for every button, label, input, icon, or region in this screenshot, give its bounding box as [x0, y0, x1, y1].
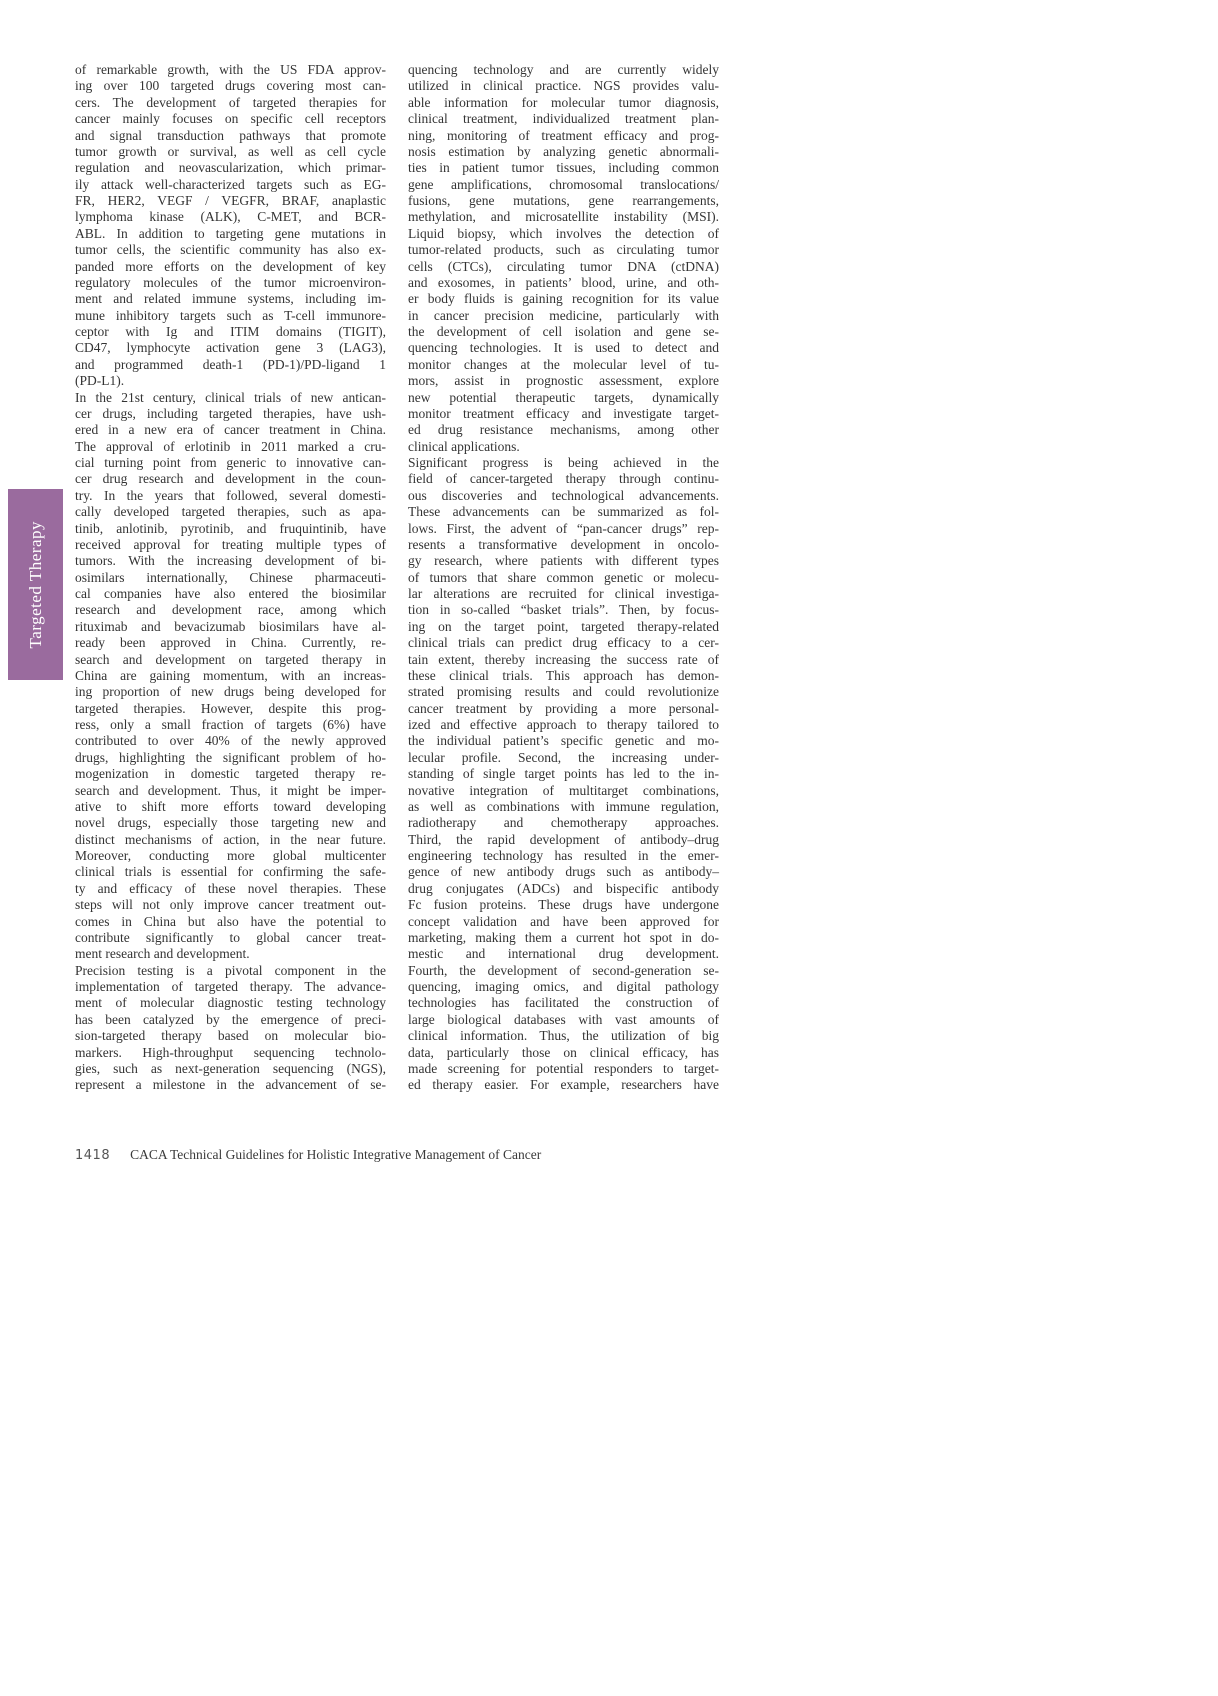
text-line: CD47, lymphocyte activation gene 3 (LAG3),: [75, 340, 386, 356]
text-line: Fourth, the development of second-generation se-: [408, 962, 719, 978]
text-line: ing on the target point, targeted therapy-related: [408, 618, 719, 634]
text-line: Moreover, conducting more global multicenter: [75, 848, 386, 863]
text-line: search and development. Thus, it might be imper-: [75, 782, 386, 798]
text-line: data, particularly those on clinical efficacy, has: [408, 1044, 719, 1060]
text-line: gence of new antibody drugs such as antibody–: [408, 864, 719, 880]
text-line: able information for molecular tumor diagnosis,: [408, 94, 719, 110]
text-line: as well as combinations with immune regulation,: [408, 798, 719, 814]
text-line: Third, the rapid development of antibody–drug: [408, 831, 719, 847]
text-line: radiotherapy and chemotherapy approaches.: [408, 815, 719, 831]
text-line: cial turning point from generic to innovative can-: [75, 455, 386, 470]
text-line: comes in China but also have the potential to: [75, 913, 386, 929]
text-line: of remarkable growth, with the US FDA approv-: [75, 62, 386, 77]
text-line: clinical applications.: [408, 438, 520, 454]
text-line: and programmed death-1 (PD-1)/PD-ligand 1: [75, 356, 386, 372]
text-line: clinical treatment, individualized treatment plan-: [408, 111, 719, 127]
text-line: in cancer precision medicine, particularly with: [408, 307, 719, 323]
text-line: gies, such as next-generation sequencing (NGS),: [75, 1060, 386, 1076]
text-line: regulation and neovascularization, which primar-: [75, 160, 386, 176]
text-line: monitor changes at the molecular level of tu-: [408, 356, 719, 372]
chapter-side-tab-label: Targeted Therapy: [25, 520, 45, 649]
text-line: cally developed targeted therapies, such as apa-: [75, 504, 386, 520]
text-line: (PD-L1).: [75, 373, 125, 389]
text-line: lecular profile. Second, the increasing under-: [408, 749, 719, 765]
text-line: ized and effective approach to therapy tailored to: [408, 717, 719, 732]
text-line: mors, assist in prognostic assessment, explore: [408, 373, 719, 389]
text-line: targeted therapies. However, despite this prog-: [75, 700, 386, 716]
text-line: methylation, and microsatellite instability (MSI).: [408, 209, 719, 225]
text-line: sion-targeted therapy based on molecular bio-: [75, 1028, 386, 1044]
text-line: steps will not only improve cancer treatment out-: [75, 897, 386, 913]
text-line: Liquid biopsy, which involves the detection of: [408, 225, 719, 241]
text-line: technologies has facilitated the construction of: [408, 995, 719, 1011]
paragraph: [75, 62, 386, 390]
text-line: er body fluids is gaining recognition for its value: [408, 291, 719, 307]
text-line: made screening for potential responders to target-: [408, 1060, 719, 1076]
text-line: contribute significantly to global cancer treat-: [75, 929, 386, 945]
running-title: CACA Technical Guidelines for Holistic Integrative Management of Cancer: [130, 1147, 542, 1162]
text-line: has been catalyzed by the emergence of preci-: [75, 1011, 386, 1027]
page-footer: [75, 1147, 541, 1163]
text-line: and signal transduction pathways that promote: [75, 127, 386, 143]
text-line: mune inhibitory targets such as T-cell immunore-: [75, 307, 386, 323]
text-line: contributed to over 40% of the newly approved: [75, 733, 386, 749]
text-line: quencing, imaging omics, and digital pathology: [408, 979, 719, 994]
text-line: implementation of targeted therapy. The advance-: [75, 979, 386, 994]
text-line: cal companies have also entered the biosimilar: [75, 586, 386, 601]
text-line: The approval of erlotinib in 2011 marked a cru-: [75, 438, 386, 454]
text-line: cer drug research and development in the coun-: [75, 471, 386, 487]
text-line: distinct mechanisms of action, in the near future.: [75, 831, 386, 847]
text-line: drug conjugates (ADCs) and bispecific antibody: [408, 880, 719, 896]
text-line: ning, monitoring of treatment efficacy and prog-: [408, 127, 719, 143]
text-line: utilized in clinical practice. NGS provides valu-: [408, 78, 719, 94]
text-line: ment research and development.: [75, 946, 250, 962]
paragraph: [408, 62, 719, 455]
text-line: tain extent, thereby increasing the success rate of: [408, 651, 719, 667]
text-line: tumor growth or survival, as well as cell cycle: [75, 143, 386, 159]
text-line: cers. The development of targeted therapies for: [75, 94, 386, 110]
text-line: clinical information. Thus, the utilization of big: [408, 1028, 719, 1044]
text-line: osimilars internationally, Chinese pharmaceuti-: [75, 569, 386, 585]
text-line: panded more efforts on the development of key: [75, 258, 386, 274]
text-line: tumors. With the increasing development of bi-: [75, 553, 386, 569]
text-line: research and development race, among which: [75, 602, 386, 618]
text-line: ative to shift more efforts toward developing: [75, 798, 386, 814]
chapter-side-tab: [8, 489, 63, 680]
paragraph: [75, 390, 386, 963]
text-line: novative integration of multitarget combinations,: [408, 782, 719, 798]
text-line: of tumors that share common genetic or molecu-: [408, 569, 719, 585]
text-line: strated promising results and could revolutionize: [408, 684, 719, 700]
text-line: these clinical trials. This approach has demon-: [408, 667, 719, 683]
text-line: engineering technology has resulted in the emer-: [408, 848, 719, 863]
text-line: clinical trials is essential for confirming the safe-: [75, 864, 386, 880]
text-line: ed drug resistance mechanisms, among other: [408, 422, 719, 438]
page-number: 1418: [75, 1148, 111, 1163]
text-line: and exosomes, in patients’ blood, urine, and oth-: [408, 274, 719, 290]
text-line: received approval for treating multiple types of: [75, 536, 386, 552]
right-text-column: [408, 62, 719, 1094]
text-line: ment and related immune systems, including im-: [75, 291, 386, 307]
text-line: clinical trials can predict drug efficacy to a cer-: [408, 635, 719, 651]
text-line: mogenization in domestic targeted therapy re-: [75, 766, 386, 782]
text-line: ABL. In addition to targeting gene mutations in: [75, 225, 386, 241]
text-line: search and development on targeted therapy in: [75, 651, 386, 667]
text-line: lows. First, the advent of “pan-cancer drugs” rep-: [408, 520, 719, 536]
text-line: ties in patient tumor tissues, including common: [408, 160, 719, 176]
text-line: tinib, anlotinib, pyrotinib, and fruquintinib, have: [75, 520, 386, 536]
text-line: In the 21st century, clinical trials of new antican-: [75, 389, 386, 405]
text-line: marketing, making them a current hot spot in do-: [408, 929, 719, 945]
text-line: regulatory molecules of the tumor microenviron-: [75, 274, 386, 290]
text-line: quencing technologies. It is used to detect and: [408, 340, 719, 356]
text-line: Precision testing is a pivotal component in the: [75, 962, 386, 978]
text-line: mestic and international drug development.: [408, 946, 719, 962]
text-line: gene amplifications, chromosomal translocations/: [408, 176, 719, 192]
text-line: lymphoma kinase (ALK), C-MET, and BCR-: [75, 209, 386, 225]
text-line: These advancements can be summarized as fol-: [408, 504, 719, 520]
text-line: fusions, gene mutations, gene rearrangements,: [408, 193, 719, 208]
text-line: drugs, highlighting the significant problem of ho-: [75, 749, 386, 765]
text-line: nosis estimation by analyzing genetic abnormali-: [408, 143, 719, 159]
text-line: novel drugs, especially those targeting new and: [75, 815, 386, 831]
text-line: cer drugs, including targeted therapies, have ush-: [75, 405, 386, 421]
text-line: markers. High-throughput sequencing technolo-: [75, 1044, 386, 1060]
text-line: Fc fusion proteins. These drugs have undergone: [408, 897, 719, 913]
text-line: the development of cell isolation and gene se-: [408, 324, 719, 339]
text-line: ily attack well-characterized targets such as EG-: [75, 176, 386, 192]
text-line: cells (CTCs), circulating tumor DNA (ctDNA): [408, 258, 719, 274]
text-line: cancer mainly focuses on specific cell receptors: [75, 111, 386, 127]
text-line: ment of molecular diagnostic testing technology: [75, 995, 386, 1011]
text-line: lar alterations are recruited for clinical investiga-: [408, 586, 719, 601]
text-line: China are gaining momentum, with an increas-: [75, 667, 386, 683]
text-line: quencing technology and are currently widely: [408, 62, 719, 77]
text-line: Significant progress is being achieved in the: [408, 455, 719, 470]
text-line: gy research, where patients with different types: [408, 553, 719, 569]
text-line: cancer treatment by providing a more personal-: [408, 700, 719, 716]
text-line: tion in so-called “basket trials”. Then, by focus-: [408, 602, 719, 618]
text-line: tumor-related products, such as circulating tumor: [408, 242, 719, 258]
text-line: new potential therapeutic targets, dynamically: [408, 389, 719, 405]
text-line: represent a milestone in the advancement of se-: [75, 1077, 386, 1093]
paragraph: [408, 455, 719, 1094]
text-line: ered in a new era of cancer treatment in China.: [75, 422, 386, 438]
text-line: ceptor with Ig and ITIM domains (TIGIT),: [75, 324, 386, 339]
text-line: ed therapy easier. For example, researchers have: [408, 1077, 719, 1093]
text-line: FR, HER2, VEGF / VEGFR, BRAF, anaplastic: [75, 193, 386, 208]
text-line: standing of single target points has led to the in-: [408, 766, 719, 782]
text-line: try. In the years that followed, several domesti-: [75, 487, 386, 503]
text-line: large biological databases with vast amounts of: [408, 1011, 719, 1027]
text-line: ready been approved in China. Currently, re-: [75, 635, 386, 651]
text-line: concept validation and have been approved for: [408, 913, 719, 929]
text-line: rituximab and bevacizumab biosimilars have al-: [75, 618, 386, 634]
paragraph: [75, 963, 386, 1094]
text-line: resents a transformative development in oncolo-: [408, 536, 719, 552]
text-line: ty and efficacy of these novel therapies. These: [75, 880, 386, 896]
text-line: monitor treatment efficacy and investigate target-: [408, 405, 719, 421]
text-line: ing proportion of new drugs being developed for: [75, 684, 386, 700]
text-line: ress, only a small fraction of targets (6%) have: [75, 717, 386, 732]
text-line: ing over 100 targeted drugs covering most can-: [75, 78, 386, 94]
text-line: field of cancer-targeted therapy through continu-: [408, 471, 719, 487]
text-line: ous discoveries and technological advancements.: [408, 487, 719, 503]
left-text-column: [75, 62, 386, 1094]
text-line: the individual patient’s specific genetic and mo-: [408, 733, 719, 749]
text-line: tumor cells, the scientific community has also ex-: [75, 242, 386, 258]
